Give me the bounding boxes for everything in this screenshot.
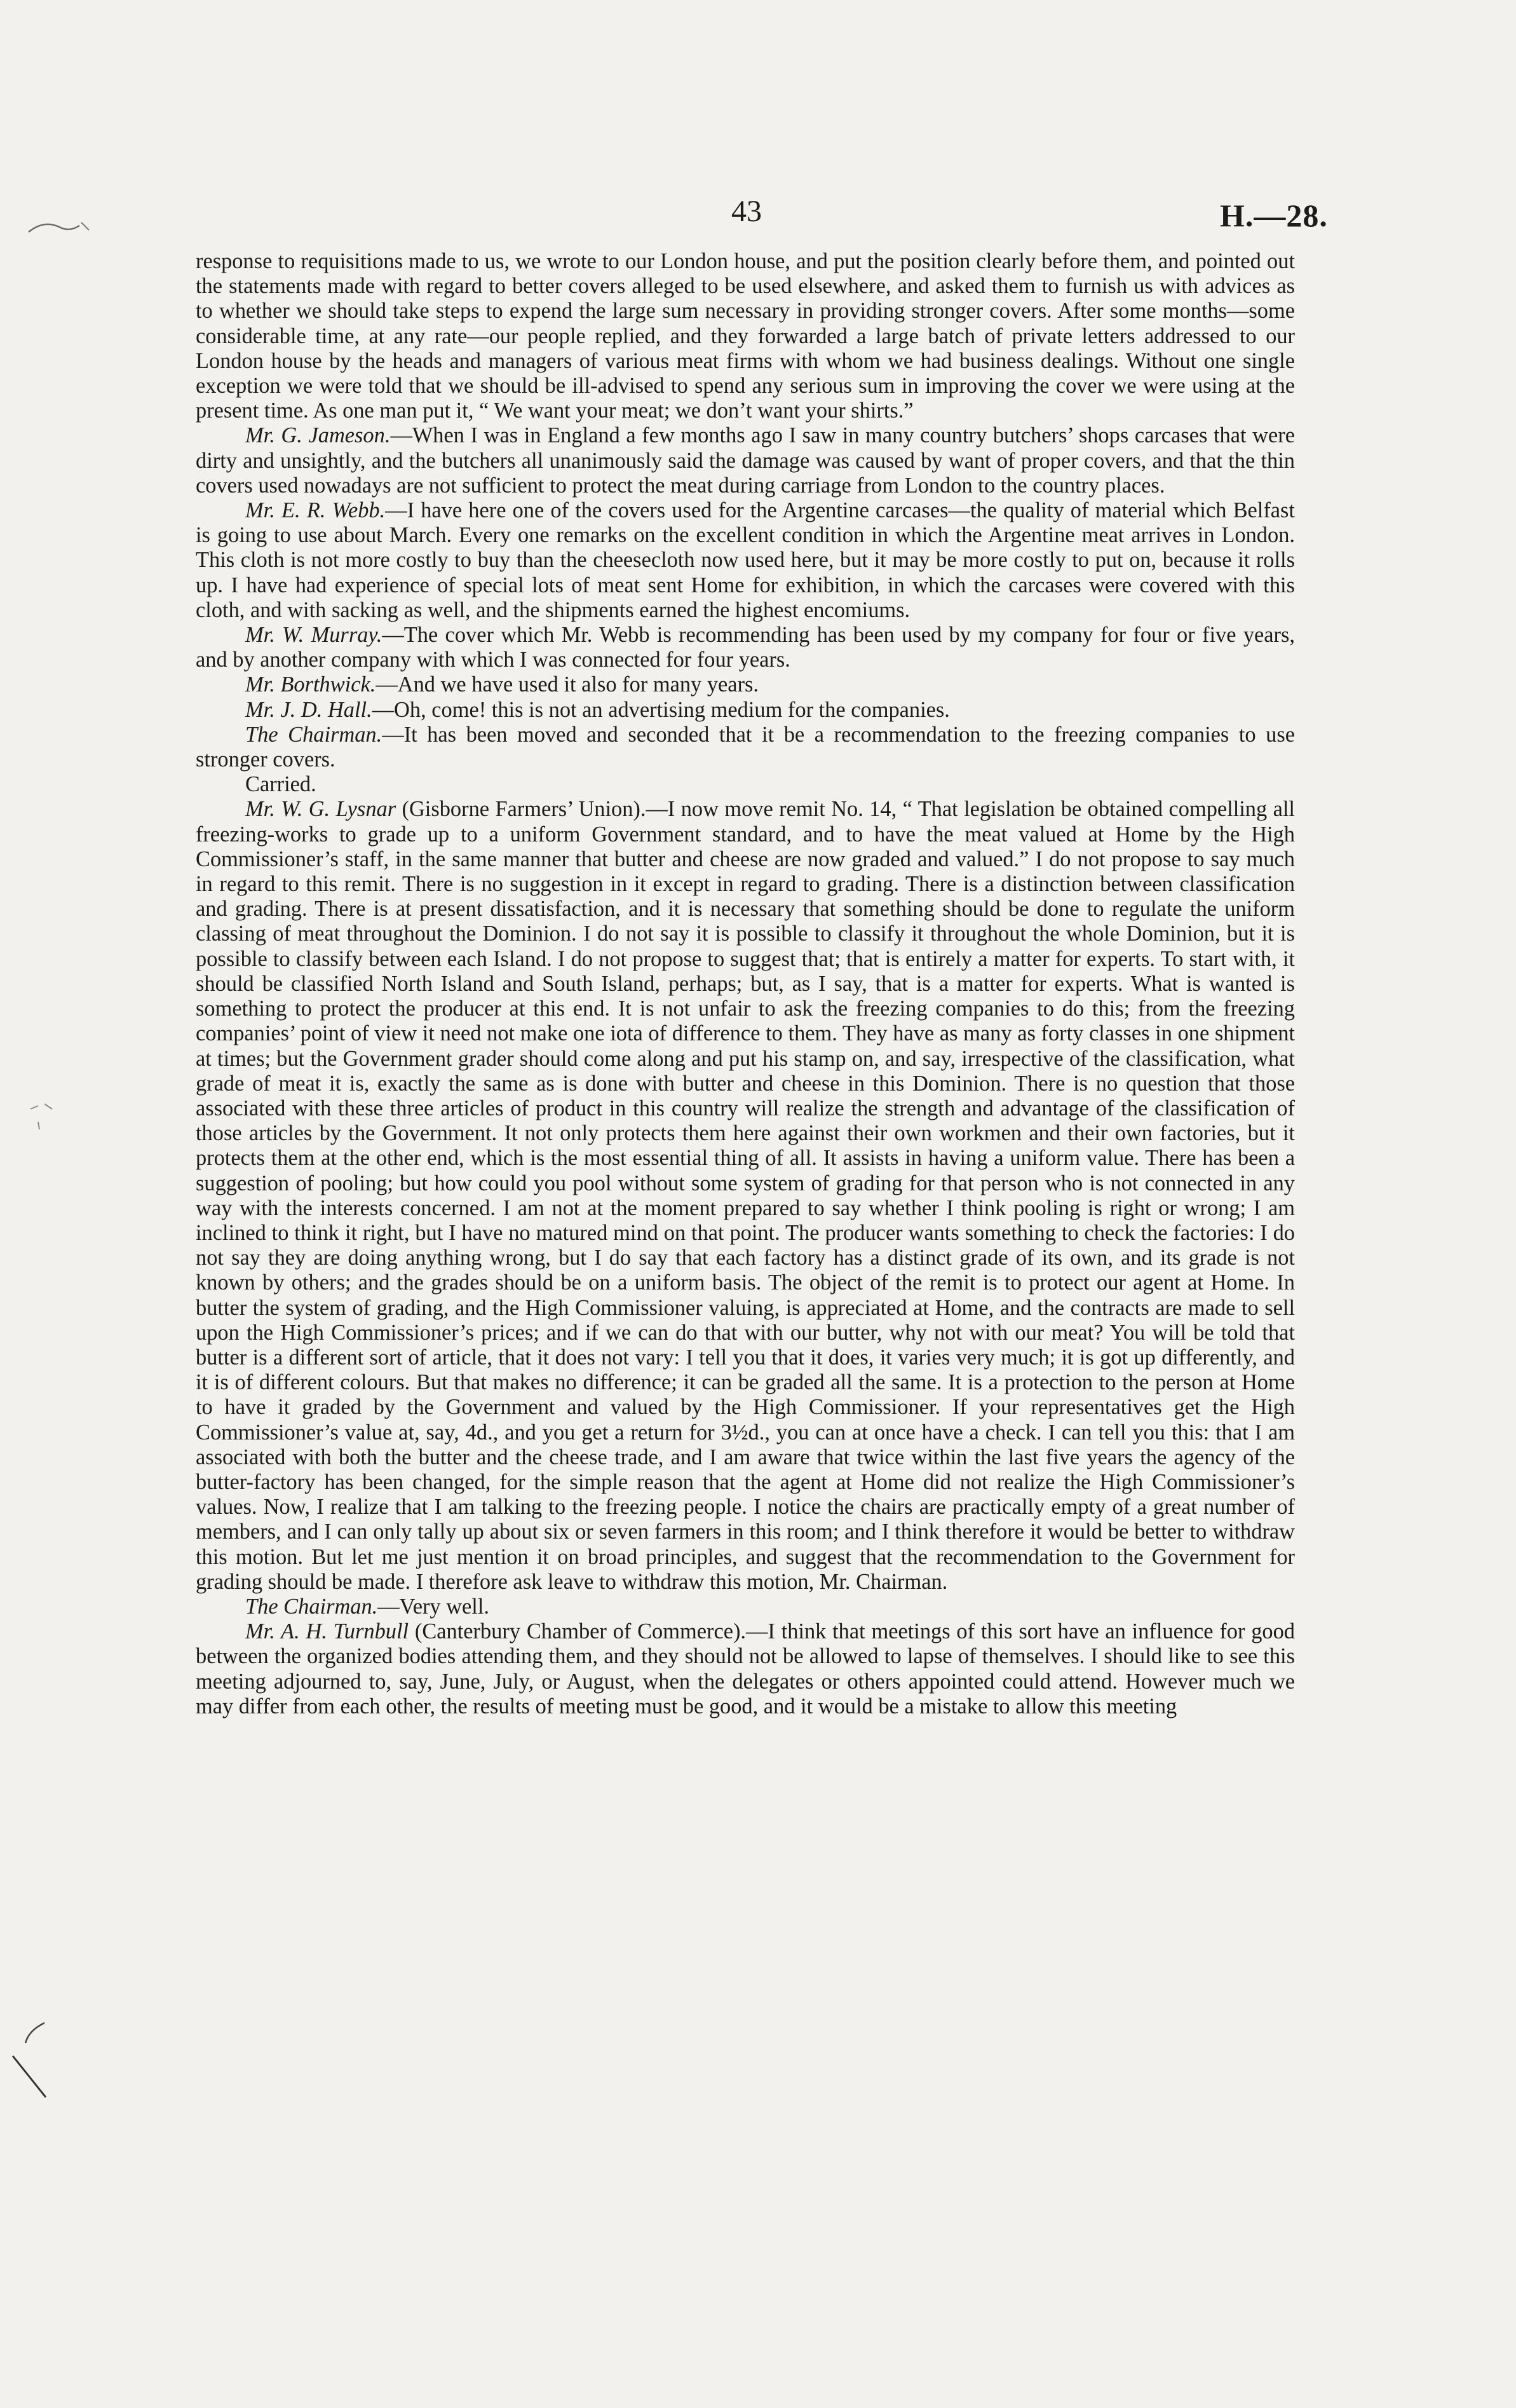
transcript-body xyxy=(196,249,1295,1719)
page-number: 43 xyxy=(731,194,762,228)
margin-pencil-mark-bottom xyxy=(6,2018,57,2107)
paragraph-text: —The cover which Mr. Webb is recommending has been used by my company for four or five years, and by another company with which I was connected for four years. xyxy=(196,623,1295,672)
speaker-name: Mr. G. Jameson. xyxy=(245,423,391,448)
paragraph-text: —When I was in England a few months ago I saw in many country butchers’ shops carcases that were dirty and unsightly, and the butchers all unanimously said the damage was caused by want of proper covers, and that the thin covers used nowadays are not sufficient to protect the meat during carriage from London to the country places. xyxy=(196,423,1295,498)
speaker-name: Mr. A. H. Turnbull xyxy=(245,1619,409,1644)
paragraph xyxy=(196,249,1295,423)
document-code: H.—28. xyxy=(1220,198,1328,233)
paragraph-text: —Very well. xyxy=(377,1594,490,1619)
paragraph xyxy=(196,698,1295,723)
paragraph xyxy=(196,797,1295,1595)
paragraph xyxy=(196,1619,1295,1719)
paragraph xyxy=(196,723,1295,772)
paragraph-text: —Oh, come! this is not an advertising medium for the companies. xyxy=(372,697,950,722)
paragraph-text: (Gisborne Farmers’ Union).—I now move remit No. 14, “ That legislation be obtained compelling all freezing-works to grade up to a uniform Government standard, and to have the meat valued at Home by the High Commissioner’s staff, in the same manner that butter and cheese are now graded and valued.” I do not propose to say much in regard to this remit. There is no suggestion in it except in regard to grading. There is a distinction between classification and grading. There is at present dissatisfaction, and it is necessary that something should be done to regulate the uniform classing of meat throughout the Dominion. I do not say it is possible to classify it throughout the whole Dominion, but it is possible to classify between each Island. I do not propose to suggest that; that is entirely a matter for experts. To start with, it should be classified North Island and South Island, perhaps; but, as I say, that is a matter for experts. What is wanted is something to protect the producer at this end. It is not unfair to ask the freezing companies to do this; from the freezing companies’ point of view it need not make one iota of difference to them. They have as many as forty classes in one shipment at times; but the Government grader should come along and put his stamp on, and say, irrespective of the classification, what grade of meat it is, exactly the same as is done with butter and cheese in this Dominion. There is no question that those associated with these three articles of product in this country will realize the strength and advantage of the classification of those articles by the Government. It not only protects them here against their own workmen and their own factories, but it protects them at the other end, which is the most essential thing of all. It assists in having a uniform value. There has been a suggestion of pooling; but how could you pool without some system of grading for that person who is not connected in any way with the interests concerned. I am not at the moment prepared to say whether I think pooling is right or wrong; I am inclined to think it right, but I have no matured mind on that point. The producer wants something to check the factories: I do not say they are doing anything wrong, but I do say that each factory has a distinct grade of its own, and its grade is not known by others; and the grades should be on a uniform basis. The object of the remit is to protect our agent at Home. In butter the system of grading, and the High Commissioner valuing, is appreciated at Home, and the contracts are made to sell upon the High Commissioner’s prices; and if we can do that with our butter, why not with our meat? You will be told that butter is a different sort of article, that it does not vary: I tell you that it does, it varies very much; it is got up differently, and it is of different colours. But that makes no difference; it can be graded all the same. It is a protection to the person at Home to have it graded by the Government and valued by the High Commissioner. If your representatives get the High Commissioner’s value at, say, 4d., and you get a return for 3½d., you can at once have a check. I can tell you this: that I am associated with both the butter and the cheese trade, and I am aware that twice within the last five years the agency of the butter-factory has been changed, for the simple reason that the agent at Home did not realize the High Commissioner’s values. Now, I realize that I am talking to the freezing people. I notice the chairs are practically empty of a great number of members, and I can only tally up about six or seven farmers in this room; and I think therefore it would be better to withdraw this motion. But let me just mention it on broad principles, and suggest that the recommendation to the Government for grading should be made. I therefore ask leave to withdraw this motion, Mr. Chairman. xyxy=(196,797,1295,1594)
paragraph xyxy=(196,423,1295,498)
paragraph-text: —It has been moved and seconded that it be a recommendation to the freezing companies to use stronger covers. xyxy=(196,722,1295,772)
paragraph-text: —And we have used it also for many years. xyxy=(376,672,759,697)
speaker-name: Mr. W. G. Lysnar xyxy=(245,797,396,822)
speaker-name: Mr. E. R. Webb. xyxy=(245,498,386,523)
speaker-name: Mr. Borthwick. xyxy=(245,672,376,697)
speaker-name: Mr. J. D. Hall. xyxy=(245,697,372,722)
margin-pencil-mark-top xyxy=(25,203,95,248)
speaker-name: Mr. W. Murray. xyxy=(245,623,382,648)
paragraph-text: —I have here one of the covers used for the Argentine carcases—the quality of material which Belfast is going to use about March. Every one remarks on the excellent condition in which the Argentine meat arrives in London. This cloth is not more costly to buy than the cheesecloth now used here, but it may be more costly to put on, because it rolls up. I have had experience of special lots of meat sent Home for exhibition, in which the carcases were covered with this cloth, and with sacking as well, and the shipments earned the highest encomiums. xyxy=(196,498,1295,622)
paragraph xyxy=(196,623,1295,672)
paragraph xyxy=(196,498,1295,623)
speaker-name: The Chairman. xyxy=(245,1594,378,1619)
paragraph xyxy=(196,672,1295,697)
paragraph-text: (Canterbury Chamber of Commerce).—I think that meetings of this sort have an influence for good between the organized bodies attending them, and they should not be allowed to lapse of themselves. I should like to see this meeting adjourned to, say, June, July, or August, when the delegates or others appointed could attend. However much we may differ from each other, the results of meeting must be good, and it would be a mistake to allow this meeting xyxy=(196,1619,1296,1718)
paragraph-text: response to requisitions made to us, we wrote to our London house, and put the position clearly before them, and pointed out the statements made with regard to better covers alleged to be used elsewhere, and asked them to furnish us with advices as to whether we should take steps to expend the large sum necessary in providing stronger covers. After some months—some considerable time, at any rate—our people replied, and they forwarded a large batch of private letters addressed to our London house by the heads and managers of various meat firms with whom we had business dealings. Without one single exception we were told that we should be ill-advised to spend any serious sum in improving the cover we were using at the present time. As one man put it, “ We want your meat; we don’t want your shirts.” xyxy=(196,249,1295,423)
paragraph xyxy=(196,1595,1295,1619)
paragraph xyxy=(196,772,1295,797)
paragraph-text: Carried. xyxy=(245,772,316,797)
margin-pencil-mark-middle xyxy=(25,1096,76,1134)
speaker-name: The Chairman. xyxy=(245,722,382,747)
